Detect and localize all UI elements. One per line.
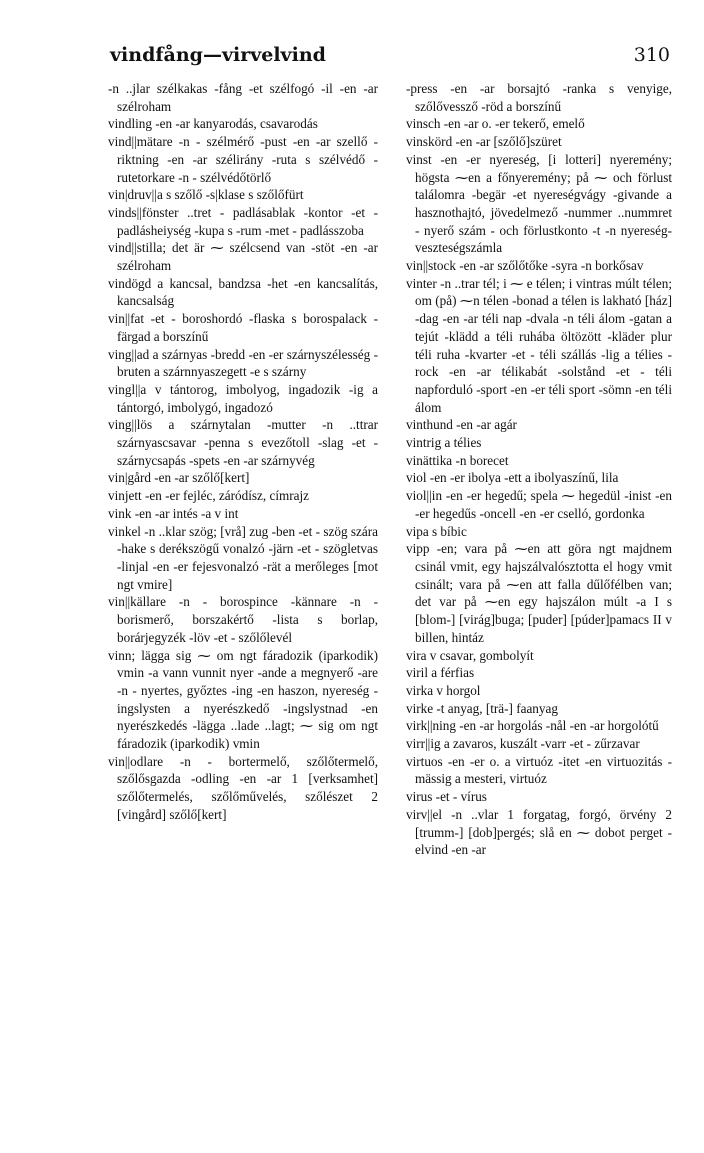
dictionary-entry: vind||mätare -n - szélmérő -pust -en -ar szellő -riktning -en -ar szélirány -ruta s szélvédő -rutetorkare -n - szélvédőtörlő [108, 134, 378, 185]
dictionary-entry: -n ..jlar szélkakas -fång -et szélfogó -il -en -ar szélroham [108, 81, 378, 114]
dictionary-entry: vipp -en; vara på ⁓en att göra ngt majdnem csinál vmit, egy hajszálvalósztotta el hogy vmit csinált; vara på ⁓en att falla dűlőfélben van; det var på ⁓en egy hajszálon múlt -a I s [blom-] [virág]buga; [puder] [púder]pamacs II v billen, hintáz [406, 541, 672, 645]
dictionary-entry: vira v csavar, gombolyít [406, 647, 534, 663]
dictionary-entry: vinn; lägga sig ⁓ om ngt fáradozik (iparkodik) vmin -a vann vunnit nyer -ande a megnyerő -are -n - nyertes, győztes -ing -en haszon, nyereség -ingslysten a nyerészkedő -ingslystnad -en nyerészkedés -lägga ..lade ..lagt; ⁓ sig om ngt fáradozik (iparkodik) vmin [108, 647, 378, 752]
dictionary-entry: viol||in -en -er hegedű; spela ⁓ hegedül -inist -en -er hegedűs -oncell -en -er cselló, gordonka [406, 488, 672, 521]
dictionary-entry: viril a férfias [406, 665, 475, 681]
dictionary-entry: ving||ad a szárnyas -bredd -en -er szárnyszélesség -bruten a szárnnyaszegett -e s szárny [108, 346, 378, 380]
dictionary-entry: virke -t anyag, [trä-] faanyag [406, 700, 558, 716]
dictionary-entry: vinds||fönster ..tret - padlásablak -kontor -et - padlásheiység -kupa s -rum -met - padlásszoba [108, 204, 378, 238]
left-column [108, 80, 378, 824]
dictionary-entry: vinkel -n ..klar szög; [vrå] zug -ben -et - szög szára -hake s derékszögű vonalzó -järn -et - szögletvas -linjal -en -er fejesvonalzó -rät a merőleges [mot ngt vmire] [108, 523, 378, 592]
dictionary-entry: vin||fat -et - boroshordó -flaska s borospalack -färgad a borszínű [108, 311, 378, 344]
dictionary-entry: vintrig a télies [406, 435, 482, 451]
dictionary-entry: -press -en -ar borsajtó -ranka s venyige, szőlővessző -röd a borszínű [406, 81, 672, 114]
dictionary-entry: virus -et - vírus [406, 789, 487, 805]
dictionary-entry: vink -en -ar intés -a v int [108, 505, 239, 521]
dictionary-entry: vindögd a kancsal, bandzsa -het -en kancsalítás, kancsalság [108, 275, 378, 309]
dictionary-entry: virr||ig a zavaros, kuszált -varr -et - zűrzavar [406, 736, 640, 752]
dictionary-entry: vinsch -en -ar o. -er tekerő, emelő [406, 116, 585, 132]
dictionary-entry: virtuos -en -er o. a virtuóz -itet -en virtuozitás -mässig a mesteri, virtuóz [406, 753, 672, 787]
dictionary-entry: vin||odlare -n - bortermelő, szőlőtermelő, szőlősgazda -odling -en -ar 1 [verksamhet] szőlőtermelés, szőlőművelés, szőlészet 2 [vingård] szőlő[kert] [108, 753, 378, 822]
dictionary-entry: virka v horgol [406, 682, 481, 698]
dictionary-entry: virk||ning -en -ar horgolás -nål -en -ar horgolótű [406, 718, 659, 734]
page-number: 310 [633, 44, 670, 66]
dictionary-entry: vindling -en -ar kanyarodás, csavarodás [108, 116, 318, 132]
dictionary-entry: ving||lös a szárnytalan -mutter -n ..ttrar szárnyascsavar -penna s evezőtoll -slag -et - szárnycsapás -spets -en -ar szárnyvég [108, 417, 378, 468]
dictionary-entry: vinthund -en -ar agár [406, 417, 517, 433]
dictionary-entry: viol -en -er ibolya -ett a ibolyaszínű, lila [406, 470, 619, 486]
page-header [110, 44, 670, 74]
dictionary-entry: vinskörd -en -ar [szőlő]szüret [406, 134, 562, 150]
dictionary-entry: vin|gård -en -ar szőlő[kert] [108, 470, 250, 486]
dictionary-entry: vinjett -en -er fejléc, záródísz, címrajz [108, 488, 309, 504]
dictionary-entry: vin|druv||a s szőlő -s|klase s szőlőfürt [108, 187, 304, 203]
dictionary-entry: vingl||a v tántorog, imbolyog, ingadozik -ig a tántorgó, imbolygó, ingadozó [108, 381, 378, 415]
dictionary-entry: vinst -en -er nyereség, [i lotteri] nyeremény; högsta ⁓en a főnyeremény; på ⁓ och förlust találomra -begär -et nyereségvágy -givande a hasznothajtó, jövedelmező -nummer ..nummret - nyerő szám - och förlustkonto -t -n nyereség-veszteségszámla [406, 151, 672, 256]
dictionary-entry: vinättika -n borecet [406, 452, 509, 468]
dictionary-entry: vin||stock -en -ar szőlőtőke -syra -n borkősav [406, 258, 644, 274]
right-column [406, 80, 672, 859]
dictionary-entry: vind||stilla; det är ⁓ szélcsend van -stöt -en -ar szélroham [108, 240, 378, 274]
dictionary-entry: vin||källare -n - borospince -kännare -n - borismerő, borszakértő -lista s borlap, borárjegyzék -löv -et - szőlőlevél [108, 594, 378, 645]
dictionary-entry: vinter -n ..trar tél; i ⁓ e télen; i vintras múlt télen; om (på) ⁓n télen -bonad a télen is lakható [ház] -dag -en -ar téli nap -dvala -n téli álom -gatan a tejút -klädd a téli ruhába öltözött -kläder plur téli ruha -kvarter -et - téli szállás -lig a télies -rock -en -ar télikabát -solstånd -et - téli napforduló -sport -en -er téli sport -sömn -en téli álom [406, 275, 672, 415]
dictionary-entry: vipa s bíbic [406, 523, 467, 539]
dictionary-entry: virv||el -n ..vlar 1 forgatag, forgó, örvény 2 [trumm-] [dob]pergés; slå en ⁓ dobot perget -elvind -en -ar [406, 806, 672, 858]
running-head: vindfång—virvelvind [110, 44, 326, 66]
